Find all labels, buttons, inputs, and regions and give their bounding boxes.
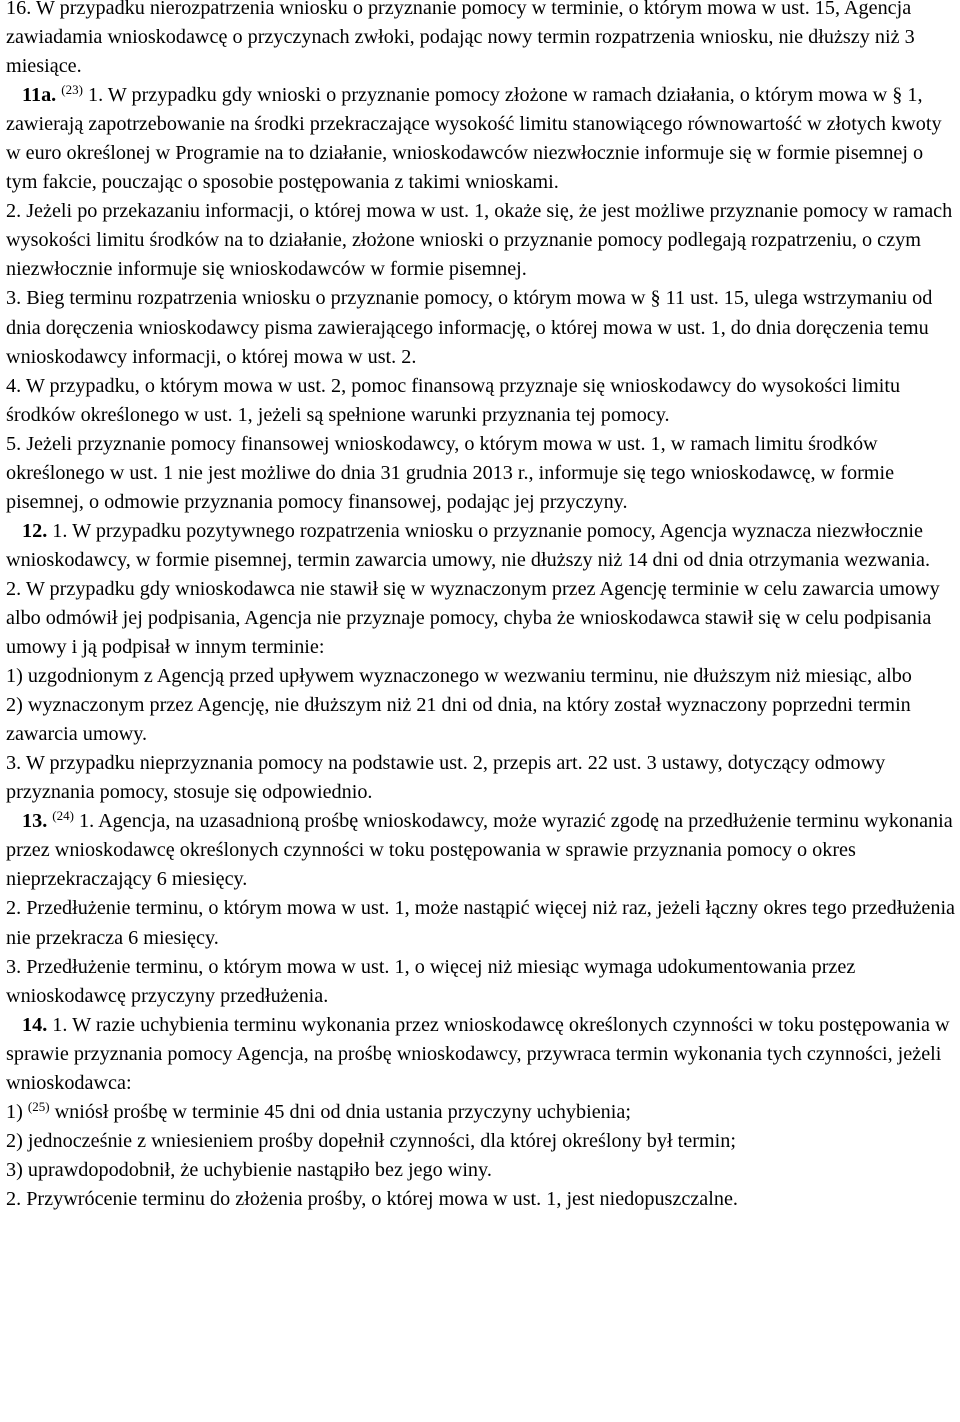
paragraph-text: 1. Agencja, na uzasadnioną prośbę wnioskodawcy, może wyrazić zgodę na przedłużenie terminu wykonania przez wnioskodawcę określonych czynności w toku postępowania w sprawie przyznania pomocy o okres nieprzekraczający 6 miesięcy.: [6, 810, 953, 891]
paragraph-11a-5: 5. Jeżeli przyznanie pomocy finansowej wnioskodawcy, o którym mowa w ust. 1, w ramach limitu środków określonego w ust. 1 nie jest możliwe do dnia 31 grudnia 2013 r., informuje się tego wnioskodawcę, w formie pisemnej, o odmowie przyznania pomocy finansowej, podając jej przyczyny.: [6, 432, 895, 513]
paragraph-text: 1. W przypadku gdy wnioski o przyznanie pomocy złożone w ramach działania, o którym mowa w § 1, zawierają zapotrzebowanie na środki przekraczające wysokość limitu stanowiącego równowartość w złotych kwoty w euro określonej w Programie na to działanie, wnioskodawców niezwłocznie informuje się w formie pisemnej o tym fakcie, pouczając o sposobie postępowania z takimi wnioskami.: [6, 84, 942, 194]
paragraph-11a-1: [6, 81, 956, 197]
list-item-14-1-2: 2) jednocześnie z wniesieniem prośby dopełnił czynności, dla której określony był termin;: [6, 1129, 736, 1152]
paragraph-11a-2: 2. Jeżeli po przekazaniu informacji, o której mowa w ust. 1, okaże się, że jest możliwe przyznanie pomocy w ramach wysokości limitu środków na to działanie, złożone wnioski o przyznanie pomocy podlegają rozpatrzeniu, o czym niezwłocznie informuje się wnioskodawców w formie pisemnej.: [6, 200, 953, 281]
paragraph-12-3: 3. W przypadku nieprzyznania pomocy na podstawie ust. 2, przepis art. 22 ust. 3 ustawy, dotyczący odmowy przyznania pomocy, stosuje się odpowiednio.: [6, 752, 886, 804]
paragraph-text: 1. W razie uchybienia terminu wykonania przez wnioskodawcę określonych czynności w toku postępowania w sprawie przyznania pomocy Agencja, na prośbę wnioskodawcy, przywraca termin wykonania tych czynności, jeżeli wnioskodawca:: [6, 1013, 950, 1094]
paragraph-12-2: 2. W przypadku gdy wnioskodawca nie stawił się w wyznaczonym przez Agencję terminie w celu zawarcia umowy albo odmówił jej podpisania, Agencja nie przyznaje pomocy, chyba że wnioskodawca stawił się w celu podpisania umowy i ją podpisał w innym terminie:: [6, 577, 940, 659]
list-label: 1): [6, 1100, 23, 1123]
paragraph-text: 1. W przypadku pozytywnego rozpatrzenia wniosku o przyznanie pomocy, Agencja wyznacza niezwłocznie wnioskodawcy, w formie pisemnej, termin zawarcia umowy, nie dłuższy niż 14 dni od dnia otrzymania wezwania.: [6, 519, 931, 571]
paragraph-13-1: [6, 807, 956, 894]
section-number: 11a.: [22, 84, 57, 107]
paragraph-11a-3: 3. Bieg terminu rozpatrzenia wniosku o przyznanie pomocy, o którym mowa w § 11 ust. 15, ulega wstrzymaniu od dnia doręczenia wnioskodawcy pisma zawierającego informację, o której mowa w ust. 1, do dnia doręczenia temu wnioskodawcy informacji, o której mowa w ust. 2.: [6, 287, 933, 368]
paragraph-11a-4: 4. W przypadku, o którym mowa w ust. 2, pomoc finansową przyznaje się wnioskodawcy do wysokości limitu środków określonego w ust. 1, jeżeli są spełnione warunki przyznania tej pomocy.: [6, 374, 901, 426]
list-item-14-1-3: 3) uprawdopodobnił, że uchybienie nastąpiło bez jego winy.: [6, 1158, 492, 1181]
paragraph-16: 16. W przypadku nierozpatrzenia wniosku o przyznanie pomocy w terminie, o którym mowa w ust. 15, Agencja zawiadamia wnioskodawcę o przyczynach zwłoki, podając nowy termin rozpatrzenia wniosku, nie dłuższy niż 3 miesiące.: [6, 0, 915, 78]
footnote-ref: (25): [27, 1098, 50, 1114]
footnote-ref: (23): [61, 82, 83, 98]
section-number: 14.: [22, 1013, 48, 1036]
list-item-12-2-1: 1) uzgodnionym z Agencją przed upływem wyznaczonego w wezwaniu terminu, nie dłuższym niż miesiąc, albo: [6, 665, 912, 688]
paragraph-text: wniósł prośbę w terminie 45 dni od dnia ustania przyczyny uchybienia;: [54, 1100, 631, 1123]
section-number: 13.: [22, 810, 48, 833]
paragraph-13-2: 2. Przedłużenie terminu, o którym mowa w ust. 1, może nastąpić więcej niż raz, jeżeli łączny okres tego przedłużenia nie przekracza 6 miesięcy.: [6, 897, 956, 949]
paragraph-13-3: 3. Przedłużenie terminu, o którym mowa w ust. 1, o więcej niż miesiąc wymaga udokumentowania przez wnioskodawcę przyczyny przedłużenia.: [6, 955, 856, 1007]
list-item-14-1-1: [6, 1098, 956, 1127]
footnote-ref: (24): [52, 808, 74, 824]
section-number: 12.: [22, 519, 48, 542]
paragraph-14-1: [6, 1011, 956, 1098]
list-item-12-2-2: 2) wyznaczonym przez Agencję, nie dłuższym niż 21 dni od dnia, na który został wyznaczony poprzedni termin zawarcia umowy.: [6, 694, 911, 746]
paragraph-12-1: [6, 517, 956, 575]
paragraph-14-2: 2. Przywrócenie terminu do złożenia prośby, o której mowa w ust. 1, jest niedopuszczalne.: [6, 1187, 738, 1210]
